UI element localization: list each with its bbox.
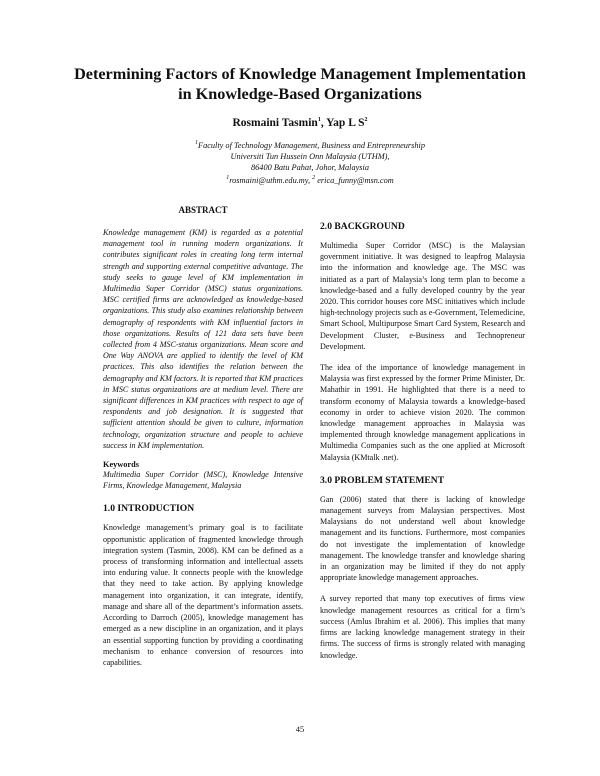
title-line-1: Determining Factors of Knowledge Management Implementation <box>74 65 526 83</box>
author-line <box>100 117 500 129</box>
author-2: Yap L S <box>326 117 365 129</box>
email-sup-1: 1 <box>226 174 230 181</box>
abstract-text: Knowledge management (KM) is regarded as a potential management tool in running modern organizations. It contributes significant roles in creating long term internal strength and supporting external competitive advantage. The study seeks to gauge level of KM implementation in Multimedia Super Corridor (MSC) status organizations. MSC certified firms are acknowledged as knowledge-based organizations. This study also examines relationship between demography of respondents with KM influential factors in those organizations. Results of 121 data sets have been collected from 4 MSC-status organizations. Mean score and One Way ANOVA are applied to identify the level of KM practices. This also identifies the relation between the demography and KM factors. It is reported that KM practices in MSC status organizations are at medium level. There are significant differences in KM practices with respect to age of respondents and job designation. It is suggested that sufficient attention should be given to culture, information technology, organization structure and people to achieve success in KM implementation. <box>103 228 303 450</box>
affiliation-line-2: Universiti Tun Hussein Onn Malaysia (UTHM), <box>230 151 390 161</box>
introduction-text: Knowledge management’s primary goal is to facilitate opportunistic application of fragmented knowledge through integration system (Tasmin, 2008). KM can be defined as a process of transforming information and intellectual assets into enduring value. It connects people with the knowledge that they need to take action. By applying knowledge management into organization, it can integrate, identify, manage and share all of the department’s information assets. According to Darroch (2005), knowledge management has emerged as a new discipline in an organization, and it plays an essential supporting function by providing a coordinating mechanism to enhance conversion of resources into capabilities. <box>103 523 303 667</box>
abstract-heading: ABSTRACT <box>178 205 228 215</box>
keywords-heading: Keywords <box>103 460 139 470</box>
paper-title <box>60 64 540 104</box>
background-paragraph-2: The idea of the importance of knowledge management in Malaysia was first expressed by the former Prime Minister, Dr. Mahathir in 1991. He highlighted that there is a need to transform economy of Malaysia towards a knowledge-based economy in order to achieve vision 2020. The common knowledge management approaches in Malaysia was implemented through knowledge management applications in Multimedia Companies such as the one applied at Microsoft Malaysia (KMtalk .net). <box>320 363 525 462</box>
author-separator: , <box>320 117 327 129</box>
left-column <box>103 205 303 678</box>
problem-paragraph-2: A survey reported that many top executives of firms view knowledge management resources as critical for a firm’s success (Amlus Ibrahim et al. 2006). This implies that many firms are lacking knowledge management strategy in their firms. The success of firms is strongly related with managing knowledge. <box>320 594 525 660</box>
affiliation-line-1: Faculty of Technology Management, Business and Entrepreneurship <box>198 140 425 150</box>
author-1-sup: 1 <box>317 117 321 124</box>
affiliation-line-3: 86400 Batu Pahat, Johor, Malaysia <box>251 162 369 172</box>
author-1: Rosmaini Tasmin <box>232 117 318 129</box>
problem-statement-heading: 3.0 PROBLEM STATEMENT <box>320 474 445 486</box>
background-heading: 2.0 BACKGROUND <box>320 221 405 232</box>
right-column <box>320 221 525 671</box>
background-paragraph-1: Multimedia Super Corridor (MSC) is the Malaysian government initiative. It was designed to leapfrog Malaysia into the information and knowledge age. The MSC was initiated as a part of Malaysia’s long term plan to become a knowledge-based and a fully developed country by the year 2020. This corridor houses core MSC initiatives which include high-technology projects such as e-Government, Telemedicine, Smart School, Multipurpose Smart Card System, Research and Development Cluster, e-Business and Technopreneur Development. <box>320 241 525 351</box>
email-sup-2: 2 <box>312 174 316 181</box>
keywords-text: Multimedia Super Corridor (MSC), Knowledge Intensive Firms, Knowledge Management, Malaysia <box>103 470 303 491</box>
affiliation-sup: 1 <box>195 140 198 146</box>
email-1: rosmaini@uthm.edu.my, <box>229 175 313 185</box>
problem-paragraph-1: Gan (2006) stated that there is lacking of knowledge management surveys from Malaysian perspectives. Most Malaysians do not understand well about knowledge management and its functions. Furthermore, most companies do not investigate the implementation of knowledge management. The knowledge transfer and knowledge sharing in an organization may be limited if they do not apply appropriate knowledge management approaches. <box>320 494 525 583</box>
title-line-2: in Knowledge-Based Organizations <box>178 85 422 103</box>
author-2-sup: 2 <box>364 117 368 124</box>
page-number: 45 <box>295 724 305 734</box>
email-2: erica_funny@msn.com <box>315 175 394 185</box>
introduction-heading: 1.0 INTRODUCTION <box>103 503 195 515</box>
affiliation-block <box>120 138 500 186</box>
